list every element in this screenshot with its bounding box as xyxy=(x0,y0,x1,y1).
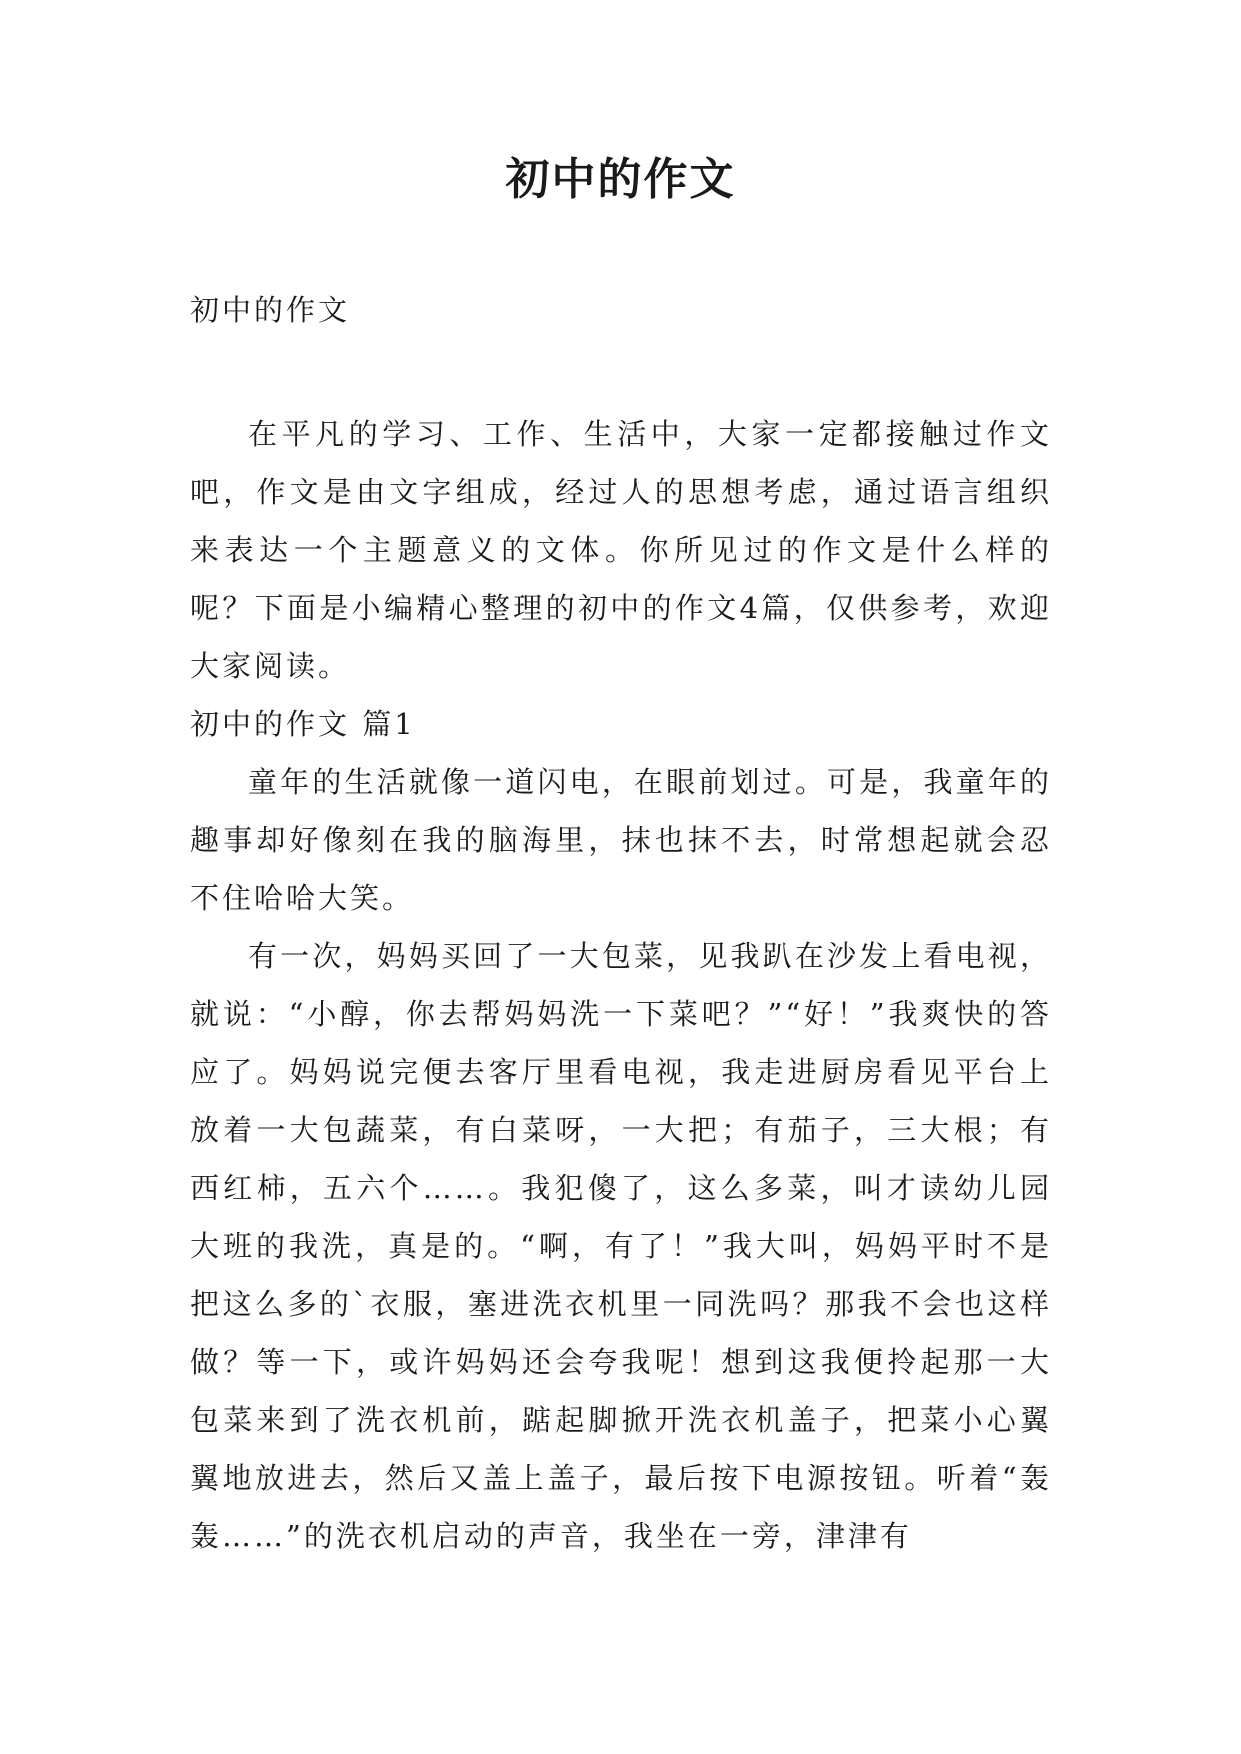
document-title: 初中的作文 xyxy=(505,154,736,205)
document-subtitle: 初中的作文 xyxy=(190,293,351,327)
document-body xyxy=(190,405,1052,1565)
section-heading: 初中的作文 篇1 xyxy=(190,707,416,741)
body-paragraph-2: 有一次，妈妈买回了一大包菜，见我趴在沙发上看电视，就说：“小醇，你去帮妈妈洗一下菜吧？”“好！”我爽快的答应了。妈妈说完便去客厅里看电视，我走进厨房看见平台上放着一大包蔬菜，有白菜呀，一大把；有茄子，三大根；有西红柿，五六个……。我犯傻了，这么多菜，叫才读幼儿园大班的我洗，真是的。“啊，有了！”我大叫，妈妈平时不是把这么多的`衣服，塞进洗衣机里一同洗吗？那我不会也这样做？等一下，或许妈妈还会夸我呢！想到这我便拎起那一大包菜来到了洗衣机前，踮起脚掀开洗衣机盖子，把菜小心翼翼地放进去，然后又盖上盖子，最后按下电源按钮。听着“轰轰……”的洗衣机启动的声音，我坐在一旁，津津有 xyxy=(190,939,1052,1553)
intro-paragraph: 在平凡的学习、工作、生活中，大家一定都接触过作文吧，作文是由文字组成，经过人的思想考虑，通过语言组织来表达一个主题意义的文体。你所见过的作文是什么样的呢？下面是小编精心整理的初中的作文4篇，仅供参考，欢迎大家阅读。 xyxy=(190,417,1052,683)
body-paragraph-1: 童年的生活就像一道闪电，在眼前划过。可是，我童年的趣事却好像刻在我的脑海里，抹也抹不去，时常想起就会忍不住哈哈大笑。 xyxy=(190,765,1052,915)
